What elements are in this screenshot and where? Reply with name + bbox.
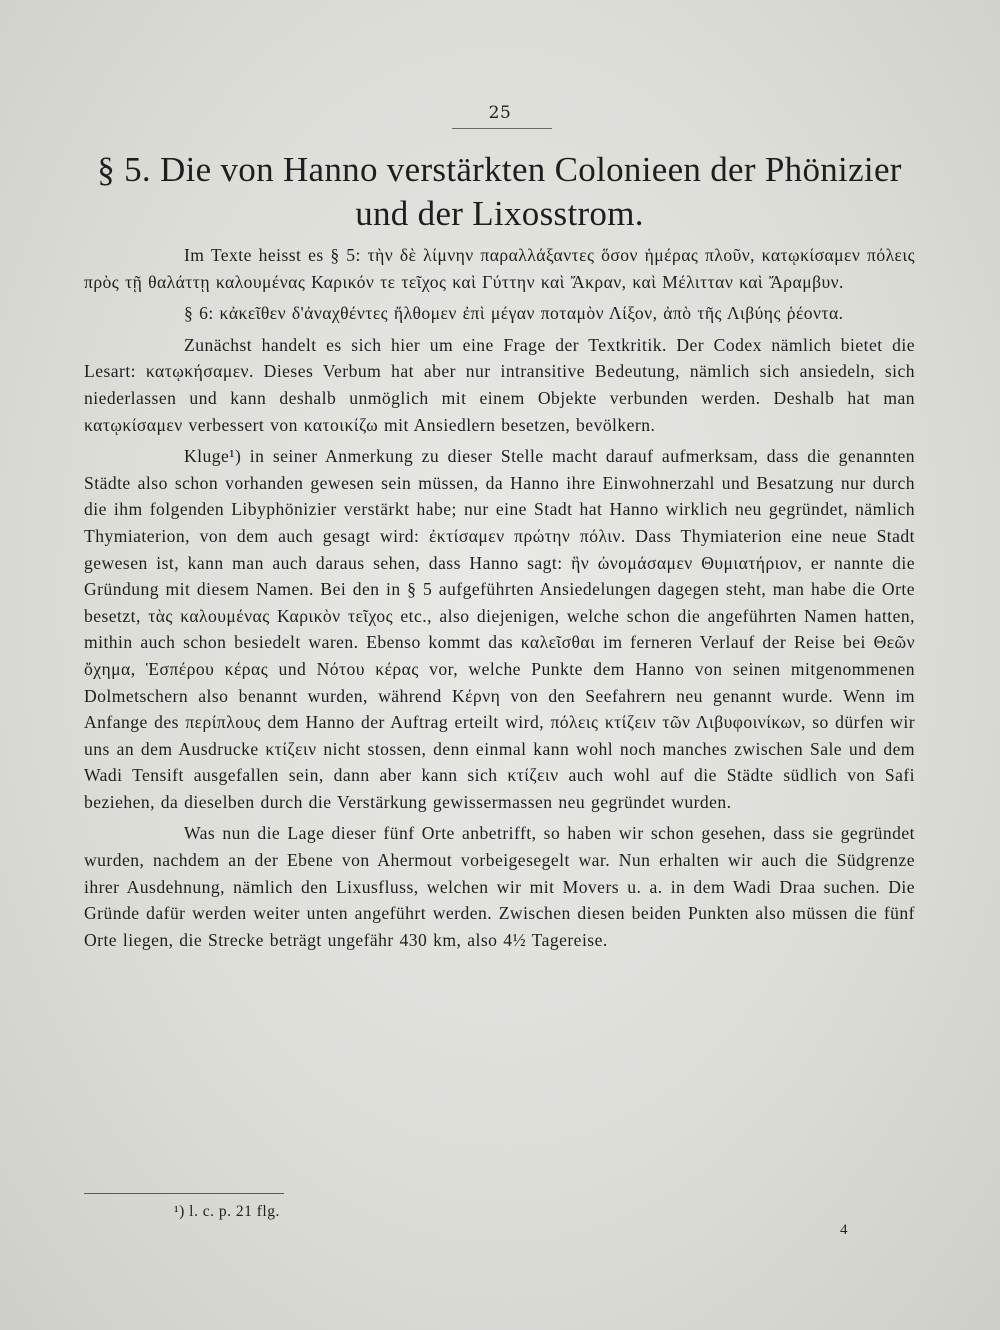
paragraph-textual-criticism: Zunächst handelt es sich hier um eine Frage der Textkritik. Der Codex nämlich bietet die Lesart: κατῳκήσαμεν. Dieses Verbum hat aber nur intransitive Bedeutung, nämlich sich ansiedeln, sich niederlassen und kann deshalb unmöglich mit einem Objekte verbunden werden. Deshalb hat man κατῳκίσαμεν verbessert von κατοικίζω mit Ansiedlern besetzen, bevölkern.: [84, 334, 915, 435]
paragraph-location: Was nun die Lage dieser fünf Orte anbetrifft, so haben wir schon gesehen, dass sie gegründet wurden, nachdem an der Ebene von Ahermout vorbeigesegelt war. Nun erhalten wir auch die Südgrenze ihrer Ausdehnung, nämlich den Lixusfluss, welchen wir mit Movers u. a. in dem Wadi Draa suchen. Die Gründe dafür werden weiter unten angeführt werden. Zwischen diesen beiden Punkten also müssen die fünf Orte liegen, die Strecke beträgt ungefähr 430 km, also 4½ Tagereise.: [84, 823, 915, 950]
footnote-rule: [84, 1193, 284, 1194]
body-text: [84, 242, 915, 953]
chapter-title: § 5. Die von Hanno verstärkten Colonieen der Phönizier und der Lixosstrom.: [97, 150, 902, 233]
sheet-signature: 4: [840, 1222, 848, 1238]
paragraph-section-6-quote: § 6: κἀκεῖθεν δ'ἀναχθέντες ἤλθομεν ἐπὶ μέγαν ποταμὸν Λίξον, ἀπὸ τῆς Λιβύης ῥέοντα.: [184, 303, 844, 324]
page-number-rule: [452, 128, 552, 129]
footnote: ¹) l. c. p. 21 flg.: [174, 1203, 280, 1220]
page-number: 25: [488, 103, 512, 123]
paragraph-section-5-quote: Im Texte heisst es § 5: τὴν δὲ λίμνην παραλλάξαντες ὅσον ἡμέρας πλοῦν, κατῳκίσαμεν πόλεις πρὸς τῇ θαλάττῃ καλουμένας Καρικόν τε τεῖχος καὶ Γύττην καὶ Ἄκραν, καὶ Μέλιτταν καὶ Ἄραμβυν.: [84, 245, 915, 292]
paragraph-kluge-commentary: Kluge¹) in seiner Anmerkung zu dieser Stelle macht darauf aufmerksam, dass die genannten Städte also schon vorhanden gewesen sein müssen, da Hanno ihre Einwohnerzahl und Besatzung nur durch die ihm folgenden Libyphönizier verstärkt habe; nur eine Stadt hat Hanno wirklich neu gegründet, nämlich Thymiaterion, von dem auch gesagt wird: ἐκτίσαμεν πρώτην πόλιν. Dass Thymiaterion eine neue Stadt gewesen ist, kann man auch daraus sehen, dass Hanno sagt: ἣν ὠνομάσαμεν Θυμιατήριον, er nannte die Gründung mit diesem Namen. Bei den in § 5 aufgeführten Ansiedelungen dagegen steht, man habe die Orte besetzt, τὰς καλουμένας Καρικὸν τεῖχος etc., also diejenigen, welche schon die angeführten Namen hatten, mithin auch schon besiedelt waren. Ebenso kommt das καλεῖσθαι im ferneren Verlauf der Reise bei Θεῶν ὄχημα, Ἑσπέρου κέρας und Νότου κέρας vor, welche Punkte dem Hanno von seinen mitgenommenen Dolmetschern also benannt wurden, während Κέρνη von den Seefahrern neu genannt wurde. Wenn im Anfange des περίπλους dem Hanno der Auftrag erteilt wird, πόλεις κτίζειν τῶν Λιβυφοινίκων, so dürfen wir uns an dem Ausdrucke κτίζειν nicht stossen, denn einmal kann wohl noch manches zwischen Sale und dem Wadi Tensift ausgefallen sein, dann aber kann sich κτίζειν auch wohl auf die Städte südlich von Safi beziehen, da dieselben durch die Verstärkung gewissermassen neu gegründet wurden.: [84, 446, 915, 812]
